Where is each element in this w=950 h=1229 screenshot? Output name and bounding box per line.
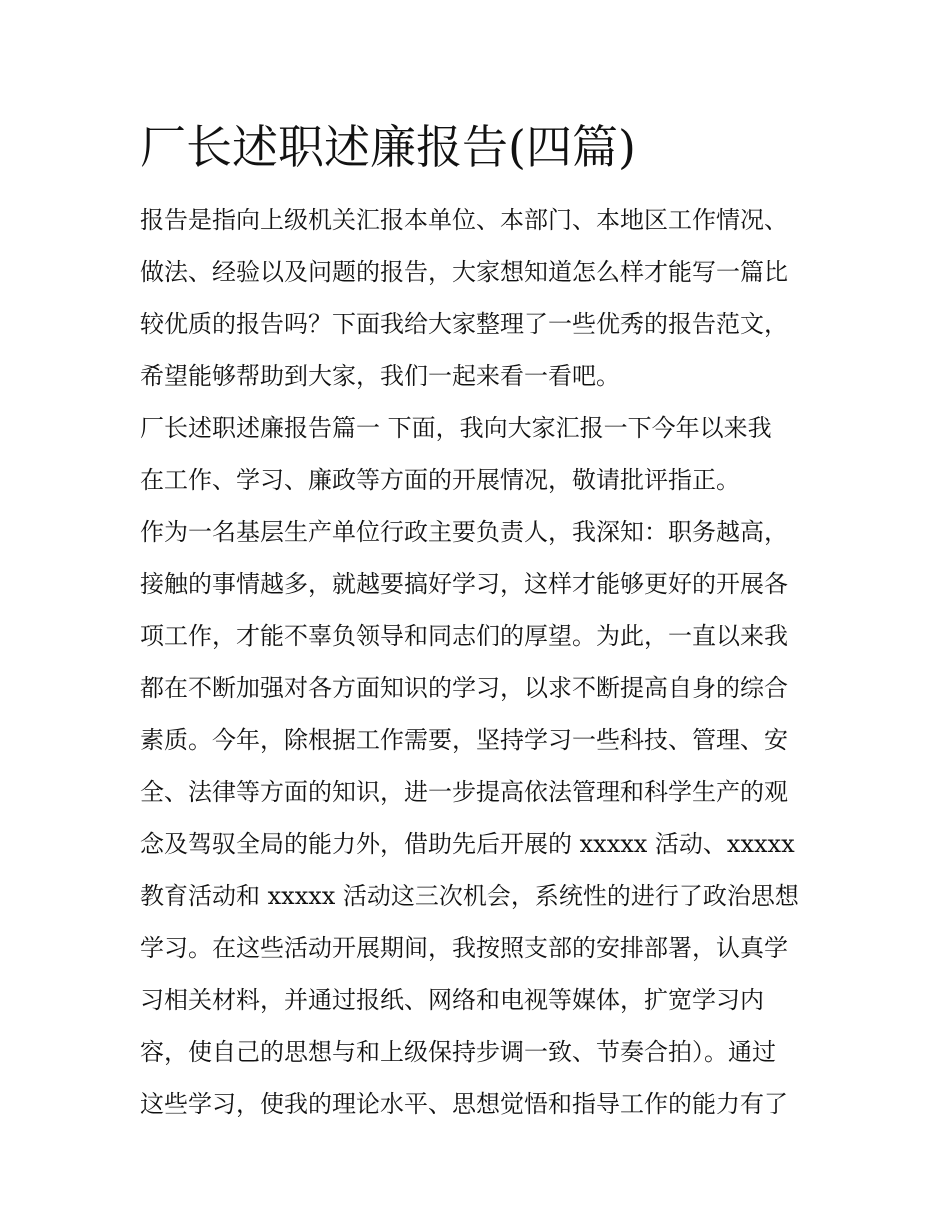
paragraph-line: 做法、经验以及问题的报告，大家想知道怎么样才能写一篇比 [140,258,788,286]
paragraph-line: 习相关材料，并通过报纸、网络和电视等媒体，扩宽学习内 [140,986,764,1014]
paragraph-line: 念及驾驭全局的能力外，借助先后开展的 xxxxx 活动、xxxxx [140,830,795,858]
paragraph-line: 项工作，才能不辜负领导和同志们的厚望。为此，一直以来我 [140,622,788,650]
paragraph-line: 这些学习，使我的理论水平、思想觉悟和指导工作的能力有了 [140,1090,788,1118]
paragraph-line: 在工作、学习、廉政等方面的开展情况，敬请批评指正。 [140,466,740,494]
paragraph-line: 较优质的报告吗？下面我给大家整理了一些优秀的报告范文， [140,310,788,338]
paragraph-line: 素质。今年，除根据工作需要，坚持学习一些科技、管理、安 [140,726,788,754]
paragraph-line: 都在不断加强对各方面知识的学习，以求不断提高自身的综合 [140,674,788,702]
paragraph-line: 希望能够帮助到大家，我们一起来看一看吧。 [140,362,620,390]
paragraph-line: 接触的事情越多，就越要搞好学习，这样才能够更好的开展各 [140,570,788,598]
paragraph-line: 全、法律等方面的知识，进一步提高依法管理和科学生产的观 [140,778,788,806]
paragraph-line: 报告是指向上级机关汇报本单位、本部门、本地区工作情况、 [140,206,788,234]
paragraph-line: 厂长述职述廉报告篇一 下面，我向大家汇报一下今年以来我 [140,414,772,442]
document-title: 厂长述职述廉报告(四篇) [140,120,636,174]
paragraph-line: 学习。在这些活动开展期间，我按照支部的安排部署，认真学 [140,934,788,962]
paragraph-line: 教育活动和 xxxxx 活动这三次机会，系统性的进行了政治思想 [140,882,799,910]
paragraph-line: 作为一名基层生产单位行政主要负责人，我深知：职务越高， [140,518,788,546]
paragraph-line: 容，使自己的思想与和上级保持步调一致、节奏合拍）。通过 [140,1038,776,1066]
